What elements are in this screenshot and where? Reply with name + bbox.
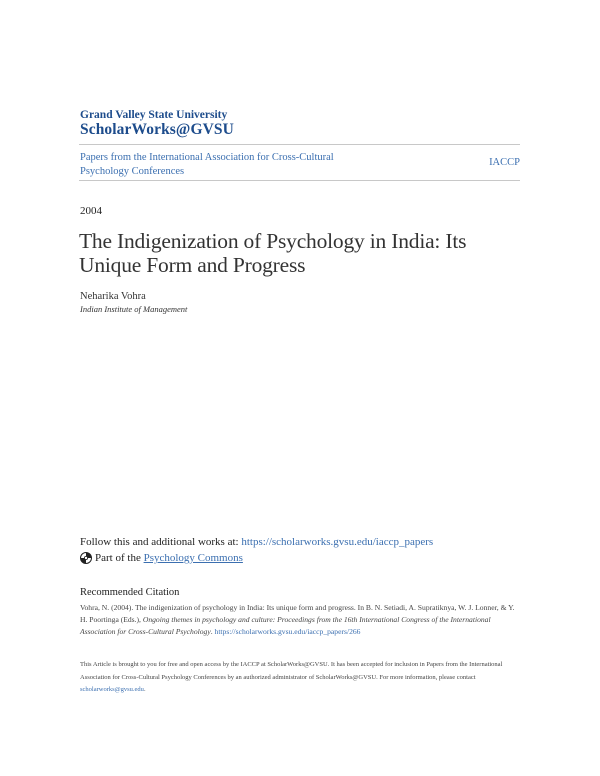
citation-part1: Vohra, N. (2004). The indigenization of psychology in India: Its unique form and progress. In B. N. Setiadi, A. Supratiknya, W. J. Lonner, & Y. H. Poortinga (Eds.), [80,603,515,624]
author-affiliation: Indian Institute of Management [80,304,188,314]
repository-name[interactable]: ScholarWorks@GVSU [80,121,234,138]
follow-line [80,536,433,548]
contact-email-link[interactable]: scholarworks@gvsu.edu [80,686,144,693]
collection-divider [79,180,520,181]
recommended-citation-heading: Recommended Citation [80,587,180,598]
citation-text [80,602,520,638]
citation-book-title: Ongoing themes in psychology and culture: Proceedings from the 16th International Congress of the International Association for Cross-Cultural Psychology [80,615,491,636]
university-name: Grand Valley State University [80,109,228,121]
publication-year: 2004 [80,205,102,217]
article-title: The Indigenization of Psychology in India: Its Unique Form and Progress [79,229,467,277]
psychology-commons-link[interactable]: Psychology Commons [143,552,243,564]
commons-prefix: Part of the [95,552,141,564]
notice-end: . [143,686,146,693]
collection-link[interactable]: Papers from the International Association for Cross-Cultural Psychology Conferences [80,152,334,177]
citation-url-link[interactable]: https://scholarworks.gvsu.edu/iaccp_papers/266 [214,627,361,636]
access-notice [80,659,520,697]
follow-url-link[interactable]: https://scholarworks.gvsu.edu/iaccp_papers [241,536,434,548]
author-name: Neharika Vohra [80,291,146,302]
notice-text: This Article is brought to you for free and open access by the IACCP at ScholarWorks@GVSU. It has been accepted for inclusion in Papers from the International Association for Cross-Cultural Psychology Conferences by an authorized administrator of ScholarWorks@GVSU. For more information, please contact [80,661,503,681]
org-link[interactable]: IACCP [489,157,520,168]
follow-label: Follow this and additional works at: [80,536,242,548]
header-divider [79,144,520,145]
commons-line [80,552,243,564]
network-icon [80,552,92,564]
citation-part2: . [210,627,215,636]
